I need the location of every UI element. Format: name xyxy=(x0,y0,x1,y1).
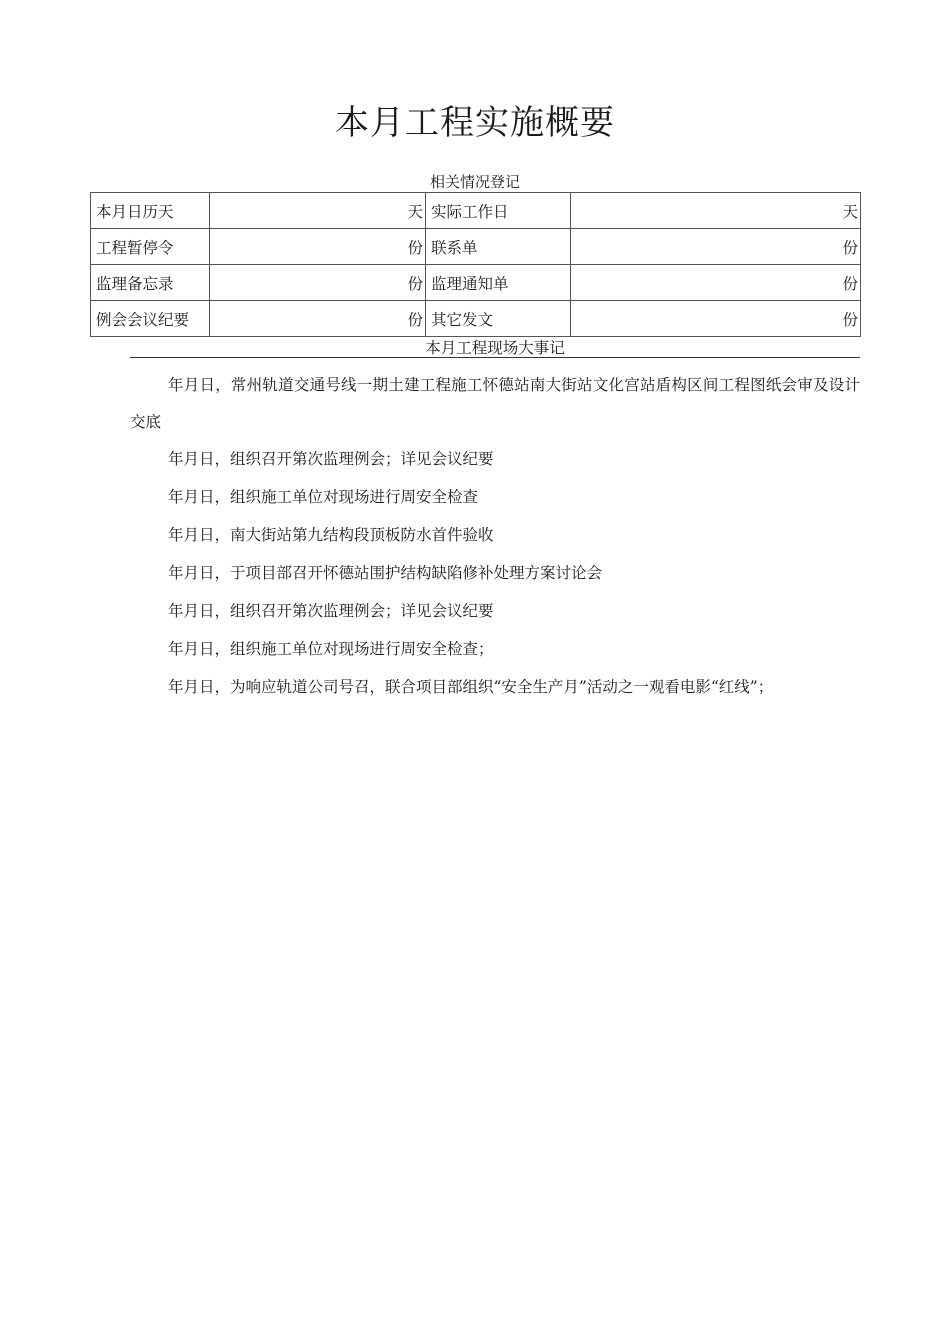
table-row xyxy=(91,229,861,265)
row-value-unit: 天 xyxy=(210,193,426,229)
row-value-unit: 份 xyxy=(571,229,861,265)
event-item: 年月日，组织施工单位对现场进行周安全检查； xyxy=(168,640,494,658)
row-value-unit: 份 xyxy=(210,265,426,301)
document-title: 本月工程实施概要 xyxy=(335,103,615,143)
events-list xyxy=(130,367,860,706)
row-value-unit: 份 xyxy=(210,229,426,265)
row-value-unit: 份 xyxy=(571,265,861,301)
table-row xyxy=(91,265,861,301)
row-label: 监理通知单 xyxy=(426,265,571,301)
row-label: 其它发文 xyxy=(426,301,571,337)
event-item: 年月日，南大街站第九结构段顶板防水首件验收 xyxy=(168,526,494,544)
event-item: 年月日，组织召开第次监理例会；详见会议纪要 xyxy=(168,450,494,468)
row-label: 例会会议纪要 xyxy=(91,301,210,337)
events-caption: 本月工程现场大事记 xyxy=(425,339,565,357)
event-item: 年月日，组织施工单位对现场进行周安全检查 xyxy=(168,488,479,506)
row-label: 工程暂停令 xyxy=(91,229,210,265)
registration-table xyxy=(90,192,861,337)
event-item: 年月日，于项目部召开怀德站围护结构缺陷修补处理方案讨论会 xyxy=(168,564,603,582)
event-item: 年月日，常州轨道交通号线一期土建工程施工怀德站南大街站文化宫站盾构区间工程图纸会审及设计交底 xyxy=(130,376,860,431)
table-row xyxy=(91,193,861,229)
row-label: 实际工作日 xyxy=(426,193,571,229)
event-item: 年月日，为响应轨道公司号召，联合项目部组织“安全生产月”活动之一观看电影“红线”； xyxy=(168,678,774,696)
row-label: 本月日历天 xyxy=(91,193,210,229)
row-value-unit: 天 xyxy=(571,193,861,229)
events-divider xyxy=(130,357,860,358)
table-row xyxy=(91,301,861,337)
row-value-unit: 份 xyxy=(210,301,426,337)
row-value-unit: 份 xyxy=(571,301,861,337)
registration-caption: 相关情况登记 xyxy=(429,173,520,191)
event-item: 年月日，组织召开第次监理例会；详见会议纪要 xyxy=(168,602,494,620)
row-label: 联系单 xyxy=(426,229,571,265)
row-label: 监理备忘录 xyxy=(91,265,210,301)
